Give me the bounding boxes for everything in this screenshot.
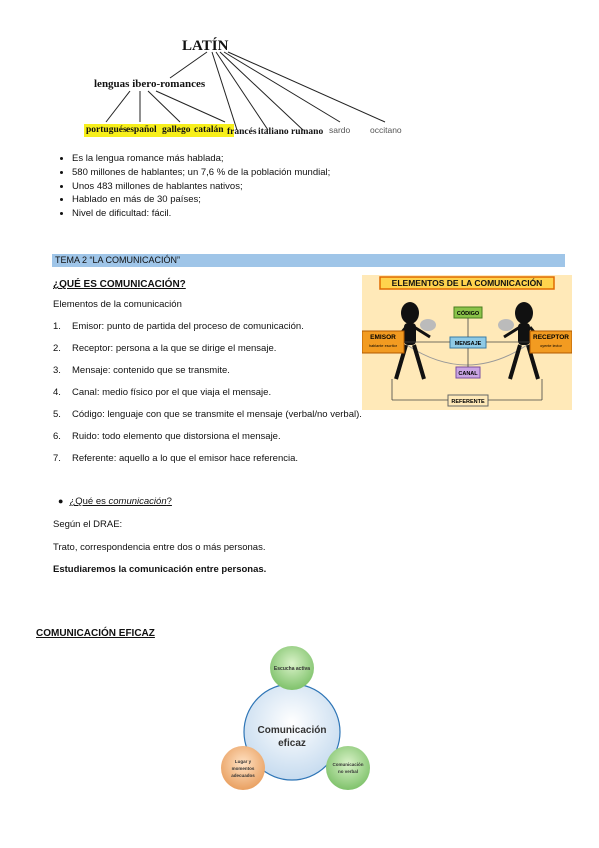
eficaz-center-line2: eficaz <box>278 738 306 749</box>
communication-elements-diagram <box>362 275 572 410</box>
emisor-sub: hablante escritor <box>368 344 398 348</box>
latin-language-tree <box>80 38 410 138</box>
definition-study: Estudiaremos la comunicación entre personas. <box>53 564 267 575</box>
fact-item: • Nivel de dificultad: fácil. <box>72 207 330 221</box>
eficaz-right-1: Comunicación <box>332 762 364 767</box>
eficaz-heading: COMUNICACIÓN EFICAZ <box>36 628 155 639</box>
codigo-label: CÓDIGO <box>456 311 480 317</box>
element-item: 3. Mensaje: contenido que se transmite. <box>53 365 230 376</box>
element-item: 5. Código: lenguaje con que se transmite el mensaje (verbal/no verbal). <box>53 409 362 420</box>
eficaz-left-2: momentos <box>231 766 255 771</box>
definition-source: Según el DRAE: <box>53 519 123 530</box>
leaf-occitano: occitano <box>370 125 402 135</box>
element-item: 4. Canal: medio físico por el que viaja el mensaje. <box>53 387 272 398</box>
tree-root: LATÍN <box>182 38 229 54</box>
eficaz-left-3: adecuados <box>231 773 255 778</box>
facts-list <box>58 152 330 221</box>
eficaz-diagram <box>210 640 370 800</box>
eficaz-center-line1: Comunicación <box>257 725 327 736</box>
leaf-sardo: sardo <box>329 125 351 135</box>
eficaz-graphic <box>210 640 370 800</box>
section-heading: ¿QUÉ ES COMUNICACIÓN? <box>53 279 186 290</box>
mensaje-label: MENSAJE <box>454 341 482 347</box>
element-item: 1. Emisor: punto de partida del proceso de comunicación. <box>53 321 304 332</box>
leaf-rumano: rumano <box>291 127 324 137</box>
section-title-bar: TEMA 2 “LA COMUNICACIÓN” <box>52 254 565 267</box>
diagram-title: ELEMENTOS DE LA COMUNICACIÓN <box>391 278 543 288</box>
fact-item: • Es la lengua romance más hablada; <box>72 152 330 166</box>
definition-meaning: Trato, correspondencia entre dos o más personas. <box>53 542 266 553</box>
tree-branch: lenguas ibero-romances <box>94 78 206 90</box>
receptor-sub: oyente lector <box>540 344 562 348</box>
fact-item: • 580 millones de hablantes; un 7,6 % de la población mundial; <box>72 166 330 180</box>
leaf-catalan: catalán <box>194 125 224 135</box>
fact-item: • Hablado en más de 30 países; <box>72 193 330 207</box>
communication-diagram-graphic <box>362 275 572 410</box>
receptor-label: RECEPTOR <box>533 334 569 341</box>
element-item: 7. Referente: aquello a lo que el emisor hace referencia. <box>53 453 299 464</box>
definition-bullet: ● ¿Qué es comunicación? <box>58 496 172 507</box>
leaf-espanol: español <box>126 125 157 135</box>
eficaz-left-1: Lugar y <box>234 759 252 764</box>
element-item: 6. Ruido: todo elemento que distorsiona el mensaje. <box>53 431 281 442</box>
leaf-portugues: portugués <box>86 125 127 135</box>
fact-item: • Unos 483 millones de hablantes nativos; <box>72 180 330 194</box>
element-item: 2. Receptor: persona a la que se dirige el mensaje. <box>53 343 277 354</box>
leaf-italiano: italiano <box>258 127 289 137</box>
eficaz-top: Escucha activa <box>273 666 311 672</box>
elements-list <box>53 321 362 475</box>
canal-label: CANAL <box>458 371 478 377</box>
referente-label: REFERENTE <box>451 399 485 405</box>
leaf-frances: francés <box>227 127 257 137</box>
emisor-label: EMISOR <box>370 334 396 341</box>
leaf-gallego: gallego <box>162 125 191 135</box>
eficaz-right-2: no verbal <box>337 769 359 774</box>
section-subheading: Elementos de la comunicación <box>53 299 182 310</box>
